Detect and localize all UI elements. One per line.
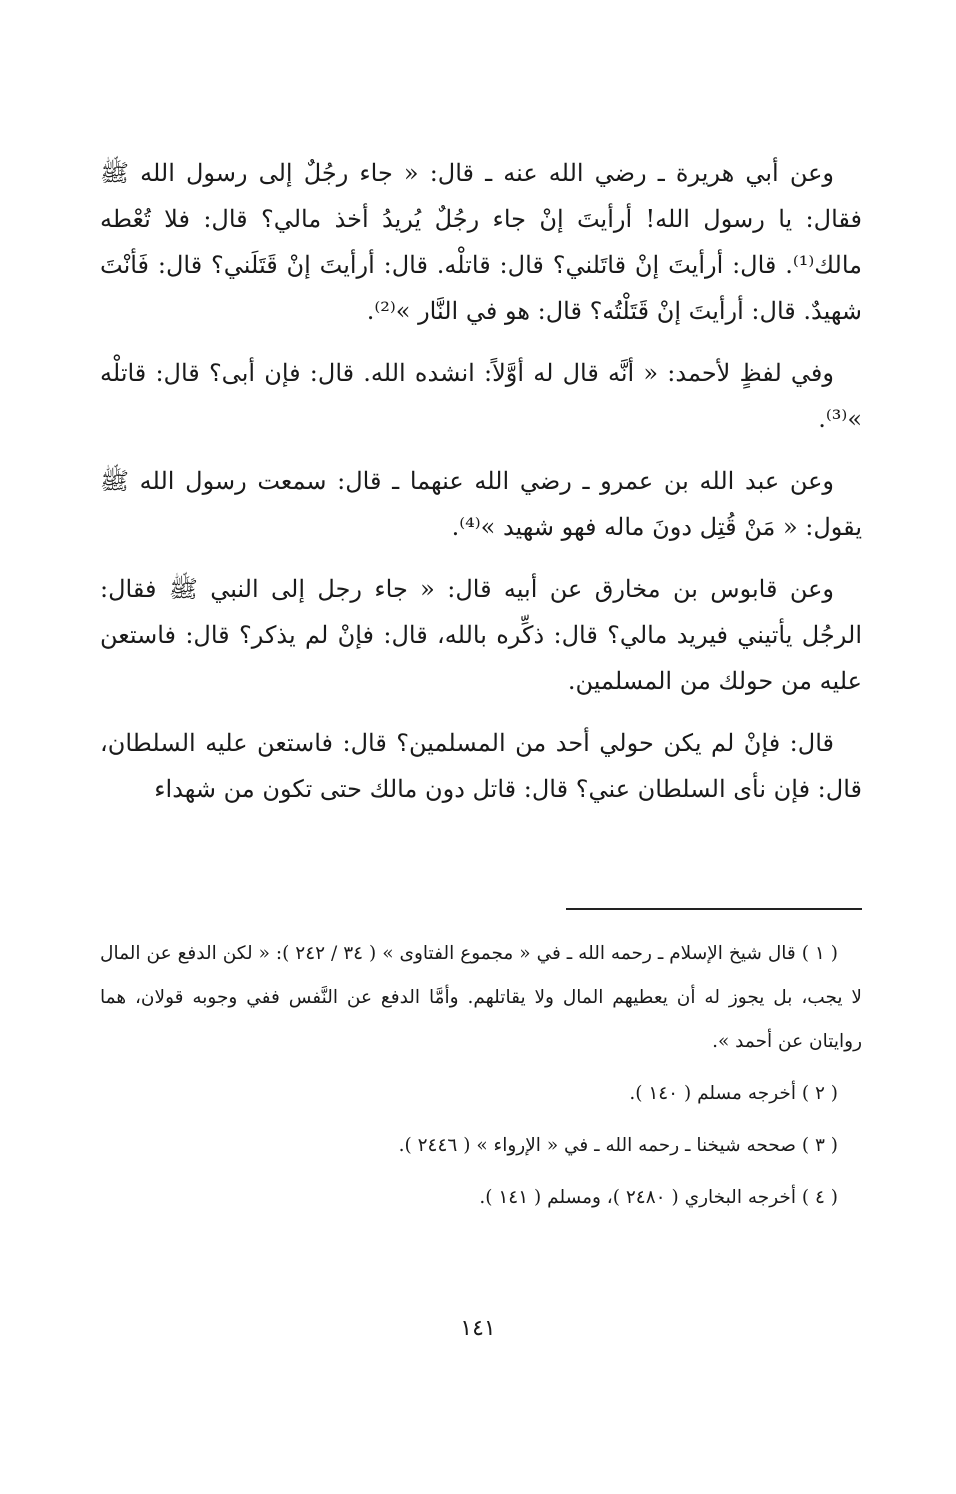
footnote-4: ( ٤ ) أخرجه البخاري ( ٢٤٨٠ )، ومسلم ( ١٤١ ). [479, 1187, 838, 1208]
paragraph-ahmad-wording: وفي لفظٍ لأحمد: « أنَّه قال له أوَّلاً: انشده الله. قال: فإن أبى؟ قال: قاتلْه »⁽³⁾. [100, 359, 862, 433]
main-text [100, 150, 862, 828]
paragraph-abu-hurayrah: وعن أبي هريرة ـ رضي الله عنه ـ قال: « جاء رجُلٌ إلى رسول الله ﷺ فقال: يا رسول الله! أرأيتَ إنْ جاء رجُلٌ يُريدُ أخذ مالي؟ قال: فلا تُعْطه مالك⁽¹⁾. قال: أرأيتَ إنْ قاتَلني؟ قال: قاتلْه. قال: أرأيتَ إنْ قَتَلَني؟ قال: فَأنْتَ شهيدٌ. قال: أرأيتَ إنْ قَتَلْتُه؟ قال: هو في النَّار »⁽²⁾. [100, 159, 862, 325]
footnote-2: ( ٢ ) أخرجه مسلم ( ١٤٠ ). [629, 1083, 838, 1104]
footnote-3: ( ٣ ) صححه شيخنا ـ رحمه الله ـ في « الإرواء » ( ٢٤٤٦ ). [398, 1135, 838, 1156]
footnote-1: ( ١ ) قال شيخ الإسلام ـ رحمه الله ـ في « مجموع الفتاوى » ( ٣٤ / ٢٤٢ ): « لكن الدفع عن المال لا يجب، بل يجوز له أن يعطيهم المال ولا يقاتلهم. وأمَّا الدفع عن النَّفس ففي وجوبه قولان، هما روايتان عن أحمد ». [100, 943, 862, 1052]
footnote-separator [566, 908, 862, 910]
page-number: ١٤١ [460, 1316, 496, 1341]
paragraph-abdullah-ibn-amr: وعن عبد الله بن عمرو ـ رضي الله عنهما ـ قال: سمعت رسول الله ﷺ يقول: « مَنْ قُتِل دونَ ماله فهو شهيد »⁽⁴⁾. [100, 467, 862, 541]
paragraph-qabus-continued: قال: فإنْ لم يكن حولي أحد من المسلمين؟ قال: فاستعن عليه السلطان، قال: فإن نأى السلطان عني؟ قال: قاتل دون مالك حتى تكون من شهداء [100, 729, 862, 803]
paragraph-qabus-ibn-mukhariq: وعن قابوس بن مخارق عن أبيه قال: « جاء رجل إلى النبي ﷺ فقال: الرجُل يأتيني فيريد مالي؟ قال: ذكِّره بالله، قال: فإنْ لم يذكر؟ قال: فاستعن عليه من حولك من المسلمين. [100, 575, 862, 695]
footnotes [100, 932, 862, 1228]
